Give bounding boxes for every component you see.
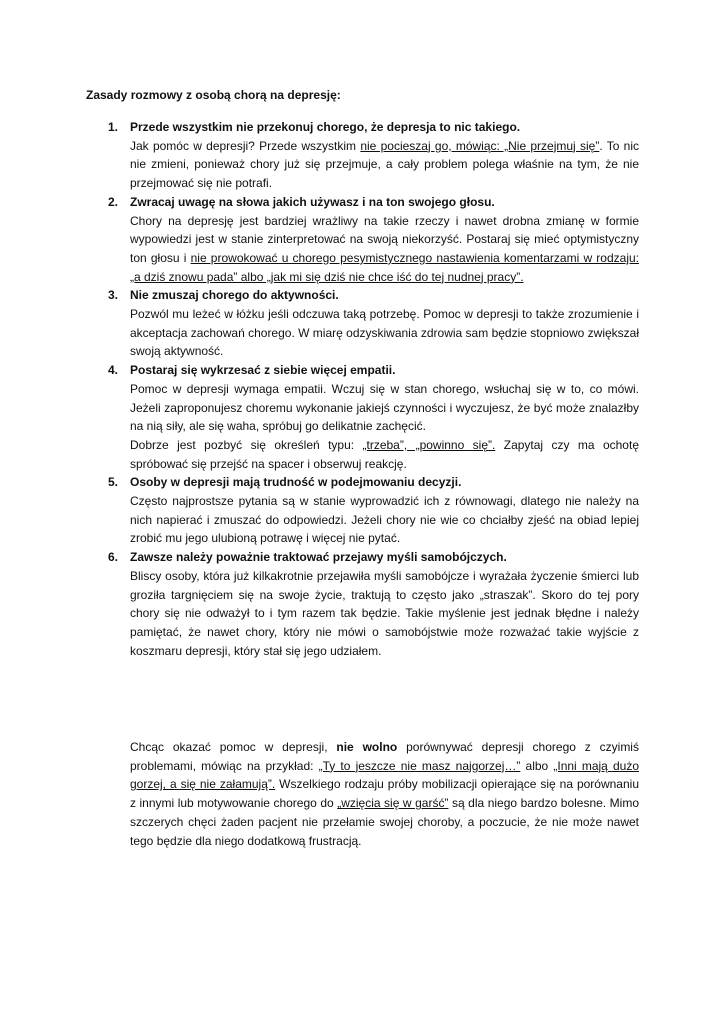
text-run: Bliscy osoby, która już kilkakrotnie przejawiła myśli samobójcze i wyrażała życzenie śmierci lub groziła targnięciem się na swoje życie, traktują to często jako „straszak”. Skoro do tej pory chory się nie odważył to i tym razem tak będzie. Takie myślenie jest jednak błędne i należy pamiętać, że nawet chory, który nie mówi o samobójstwie może rozważać takie wyjście z koszmaru depresji, który stał się jego udziałem. xyxy=(130,568,639,658)
text-run: Pozwól mu leżeć w łóżku jeśli odczuwa taką potrzebę. Pomoc w depresji to także zrozumienie i akceptacja zachowań chorego. W miarę odzyskiwania zdrowia sam będzie stopniowo zwiększał swoją aktywność. xyxy=(130,307,639,359)
rule-heading: Przede wszystkim nie przekonuj chorego, że depresja to nic takiego. xyxy=(130,120,521,134)
underlined-text: „trzeba”, „powinno się”. xyxy=(362,437,496,452)
rule-paragraph xyxy=(130,492,639,548)
rule-item-6 xyxy=(108,548,639,660)
rule-heading: Nie zmuszaj chorego do aktywności. xyxy=(130,288,339,303)
rule-paragraph xyxy=(130,305,639,361)
underlined-text: „Ty to jeszcze nie masz najgorzej…” xyxy=(318,758,521,773)
rule-heading: Postaraj się wykrzesać z siebie więcej empatii. xyxy=(130,363,396,378)
underlined-text: nie pocieszaj go, mówiąc: „Nie przejmuj się” xyxy=(360,138,600,153)
text-run: Chcąc okazać pomoc w depresji, xyxy=(130,740,337,754)
rule-paragraph xyxy=(130,137,639,193)
text-run: . To nic nie zmieni, ponieważ chory już się przejmuje, a cały problem polega właśnie na tym, że nie przejmować się nie potrafi. xyxy=(130,138,639,191)
rule-number: 3. xyxy=(108,288,119,303)
text-run: Chory na depresję jest bardziej wrażliwy na takie rzeczy i nawet drobna zmianę w formie wypowiedzi jest w stanie zinterpretować na swoją niekorzyść. Postaraj się mieć optymistyczny ton głosu i xyxy=(130,213,639,265)
text-run: Często najprostsze pytania są w stanie wyprowadzić ich z równowagi, dlatego nie należy na nich napierać i zmuszać do odpowiedzi. Jeżeli chory nie wie co chciałby zjeść na obiad lepiej zrobić mu jego ulubioną potrawę i więcej nie pytać. xyxy=(130,494,639,546)
rule-item-2 xyxy=(108,193,639,287)
rule-paragraph xyxy=(130,380,639,436)
rule-heading: Zwracaj uwagę na słowa jakich używasz i na ton swojego głosu. xyxy=(130,194,495,209)
rule-heading: Osoby w depresji mają trudność w podejmowaniu decyzji. xyxy=(130,475,462,490)
rule-number: 1. xyxy=(108,120,119,134)
rule-heading: Zawsze należy poważnie traktować przejawy myśli samobójczych. xyxy=(130,550,507,565)
rule-paragraph xyxy=(130,567,639,661)
text-run: porównywać depresji chorego z czyimiś problemami, mówiąc na przykład: xyxy=(130,740,639,773)
rule-item-3 xyxy=(108,286,639,361)
rule-number: 5. xyxy=(108,475,119,490)
rule-number: 6. xyxy=(108,550,119,565)
rule-number: 4. xyxy=(108,363,119,378)
text-run: Dobrze jest pozbyć się określeń typu: xyxy=(130,437,363,452)
rule-item-5 xyxy=(108,473,639,548)
rule-item-4 xyxy=(108,361,639,473)
text-run: Pomoc w depresji wymaga empatii. Wczuj się w stan chorego, wsłuchaj się w to, co mówi. Jeżeli zaproponujesz choremu wykonanie jakiejś czynności i wyczujesz, że być może znalazłby na nią siły, ale się waha, spróbuj go delikatnie zachęcić. xyxy=(130,381,639,434)
underlined-text: „Inni mają dużo gorzej, a się nie załamują”. xyxy=(130,758,640,792)
bold-text: nie wolno xyxy=(336,740,398,754)
closing-paragraph xyxy=(130,738,639,850)
document-title: Zasady rozmowy z osobą chorą na depresję: xyxy=(86,88,341,102)
rule-item-1 xyxy=(108,118,639,193)
rules-list xyxy=(108,118,639,660)
rule-number: 2. xyxy=(108,194,119,209)
text-run: Zapytaj czy ma ochotę spróbować się przejść na spacer i obserwuj reakcję. xyxy=(130,437,639,471)
text-run: Jak pomóc w depresji? Przede wszystkim xyxy=(130,138,361,153)
underlined-text: „wzięcia się w garść” xyxy=(337,796,449,811)
text-run: Wszelkiego rodzaju próby mobilizacji opierające się na porównaniu z innymi lub motywowanie chorego do xyxy=(130,777,639,811)
text-run: są dla niego bardzo bolesne. Mimo szczerych chęci żaden pacjent nie przełamie swojej choroby, a poczucie, że nie może nawet tego będzie dla niego dodatkową frustracją. xyxy=(130,796,639,848)
underlined-text: nie prowokować u chorego pesymistycznego nastawienia komentarzami w rodzaju: „a dziś znowu pada” albo „jak mi się dziś nie chce iść do tej nudnej pracy”. xyxy=(130,250,639,284)
rule-paragraph xyxy=(130,436,639,473)
text-run: albo xyxy=(520,758,554,773)
rule-paragraph xyxy=(130,212,639,287)
